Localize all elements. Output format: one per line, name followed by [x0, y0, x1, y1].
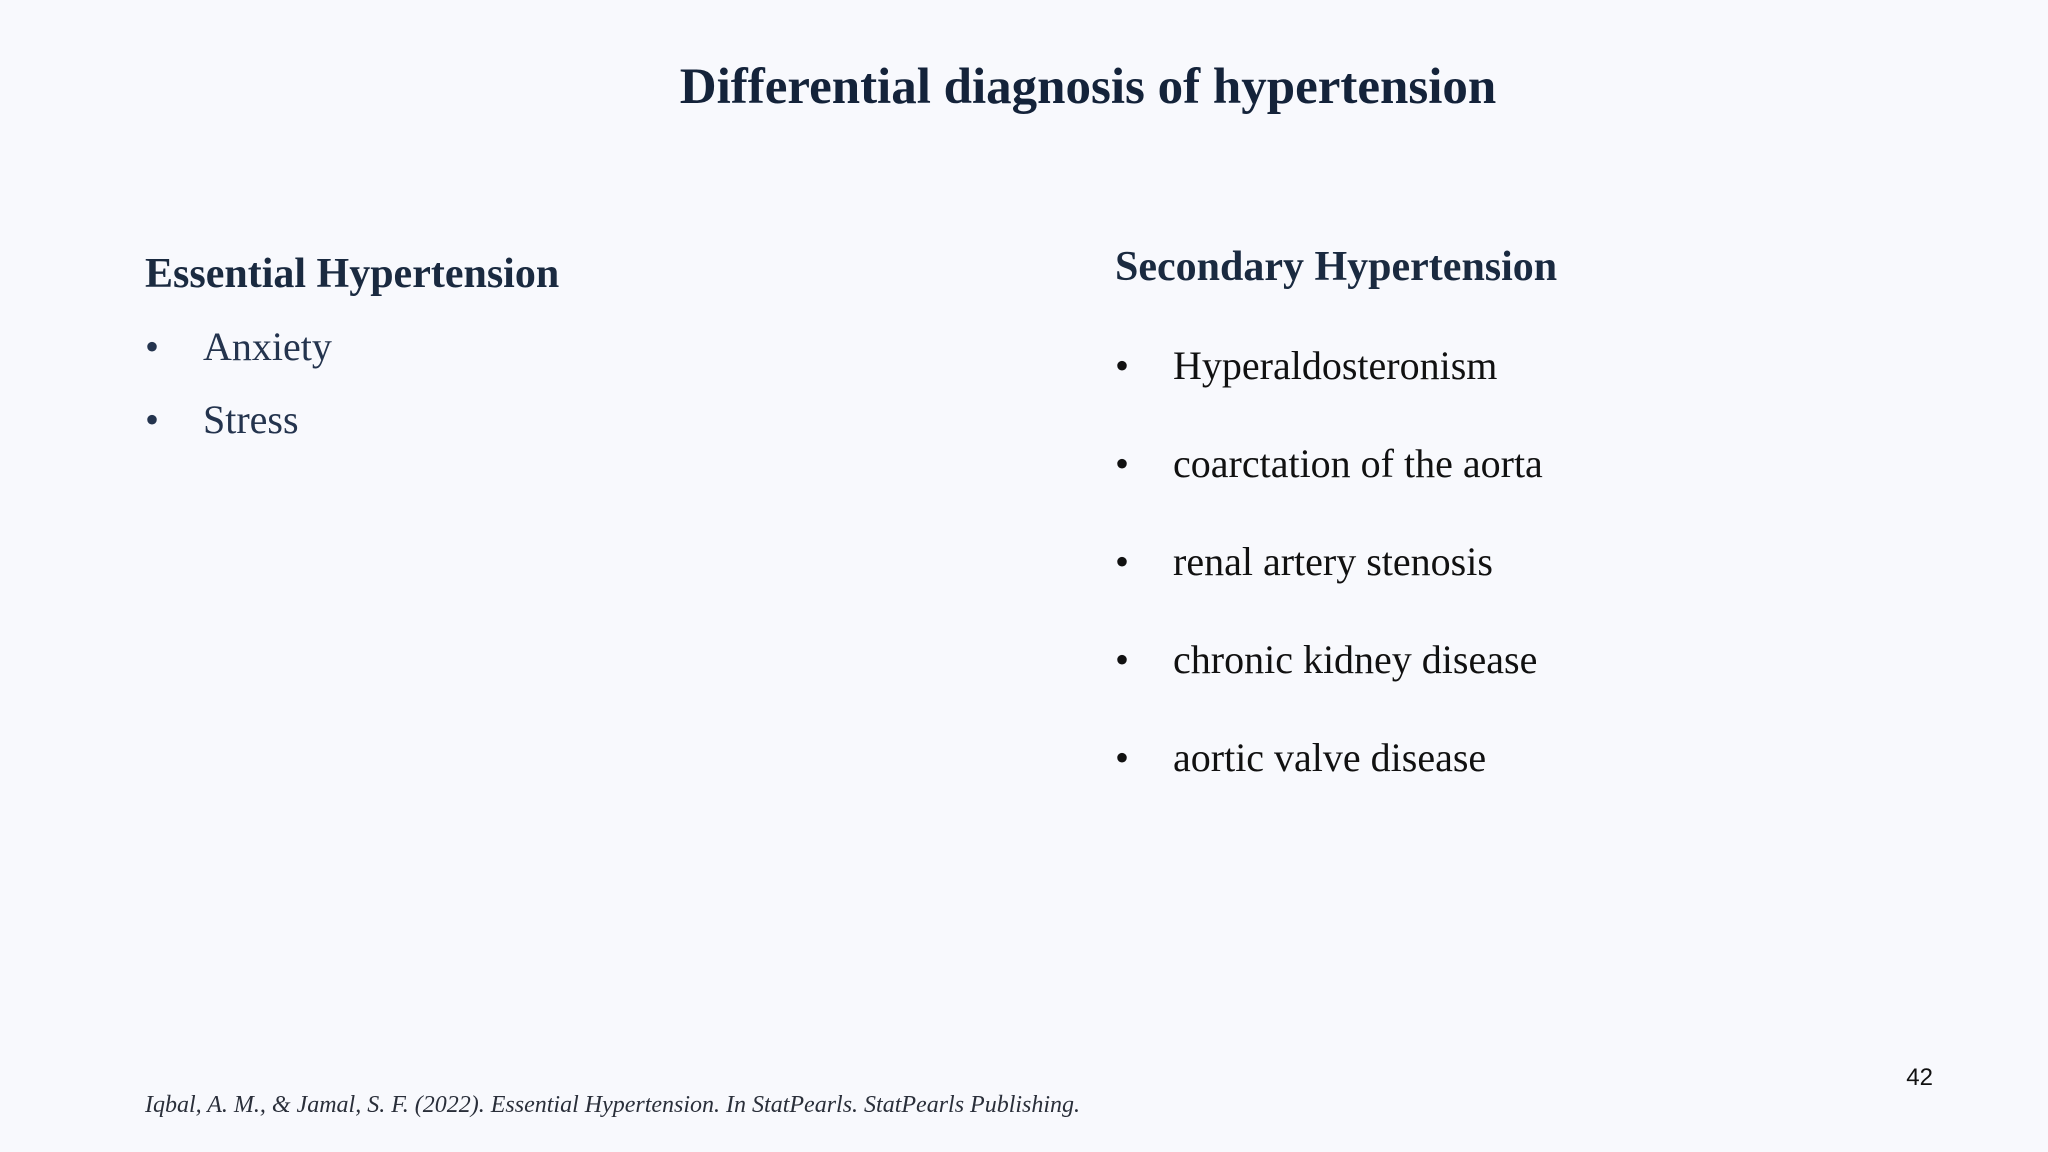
list-item: [1115, 732, 1543, 830]
bullet-icon: •: [1115, 539, 1130, 584]
essential-hypertension-heading: Essential Hypertension: [145, 251, 560, 297]
list-item-text: coarctation of the aorta: [1173, 441, 1543, 486]
bullet-icon: •: [145, 324, 160, 369]
list-item-text: renal artery stenosis: [1173, 539, 1493, 584]
list-item: [1115, 438, 1543, 536]
list-item-text: Hyperaldosteronism: [1173, 343, 1498, 388]
bullet-icon: •: [1115, 343, 1130, 388]
bullet-icon: •: [145, 397, 160, 442]
page-number: 42: [1906, 1064, 1933, 1091]
bullet-icon: •: [1115, 441, 1130, 486]
list-item: [1115, 536, 1543, 634]
list-item-text: Anxiety: [203, 324, 332, 369]
list-item-text: aortic valve disease: [1173, 735, 1487, 780]
secondary-hypertension-heading: Secondary Hypertension: [1115, 244, 1558, 290]
list-item: [145, 322, 332, 395]
list-item: [145, 395, 332, 468]
bullet-icon: •: [1115, 735, 1130, 780]
essential-hypertension-list: [145, 322, 332, 468]
slide-title: Differential diagnosis of hypertension: [679, 59, 1497, 115]
list-item-text: Stress: [203, 397, 299, 442]
list-item: [1115, 634, 1543, 732]
bullet-icon: •: [1115, 637, 1130, 682]
list-item-text: chronic kidney disease: [1173, 637, 1538, 682]
citation: Iqbal, A. M., & Jamal, S. F. (2022). Essential Hypertension. In StatPearls. StatPearls Publishing.: [145, 1092, 1081, 1118]
secondary-hypertension-list: [1115, 340, 1543, 830]
list-item: [1115, 340, 1543, 438]
